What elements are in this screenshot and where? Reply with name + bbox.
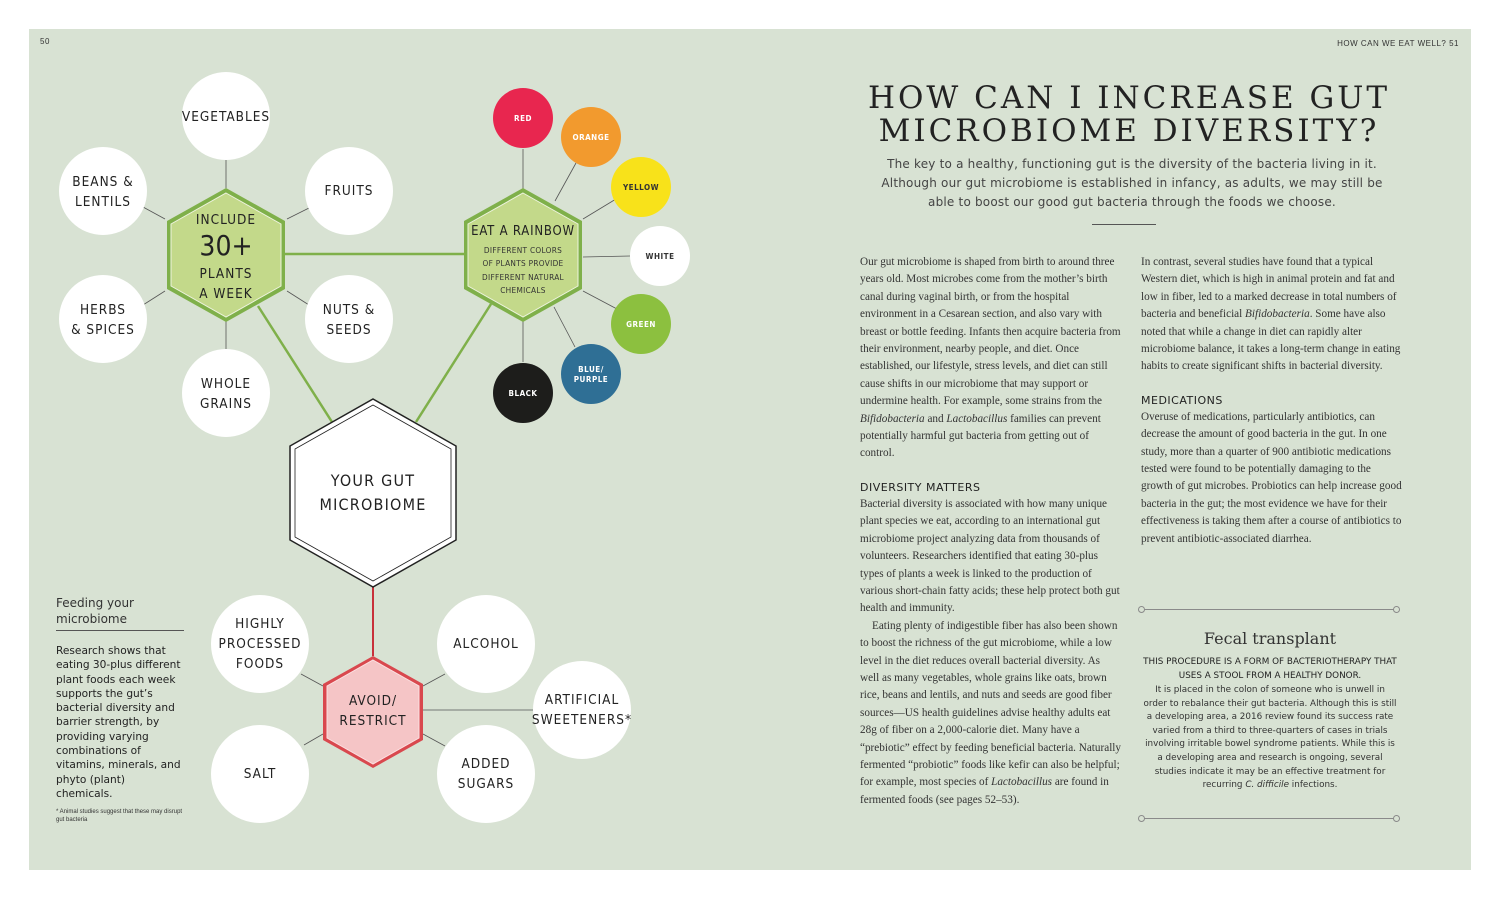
box-bottom-rule xyxy=(1141,818,1399,819)
color-label-blue: BLUE/ xyxy=(578,365,604,374)
col1-paragraph-3 xyxy=(860,618,1122,809)
avoid-label: ALCOHOL xyxy=(453,636,519,652)
heading-medications: MEDICATIONS xyxy=(1141,393,1223,407)
connector-nuts xyxy=(287,291,309,305)
sweeteners-footnote: * Animal studies suggest that these may disrupt gut bacteria xyxy=(56,809,183,823)
rainbow-hub-line2: OF PLANTS PROVIDE xyxy=(482,258,564,268)
text-run: In contrast, several studies have found that a typical Western diet, which is high in animal protein and fat and low in fiber, led to a marked decrease in total numbers of bacteria and beneficial xyxy=(1141,256,1397,321)
connector-alcohol xyxy=(423,674,445,686)
plant-circle-herbs-spices xyxy=(59,275,147,363)
col1-paragraph-1 xyxy=(860,254,1122,463)
avoid-circle-artificial-sweeteners xyxy=(532,661,632,759)
plant-circle-beans-lentils xyxy=(59,147,147,235)
color-label-red: RED xyxy=(514,114,532,123)
text-run: It is placed in the colon of someone who is unwell in order to rebalance their gut bacteria. Although this is still a developing area, a 2016 review found its success rate varied from a third to three-quarters of cases in trials involving irritable bowel syndrome patients. While this is a developing area and research is ongoing, several studies indicate it may be an effective treatment for recurring xyxy=(1143,685,1397,791)
italic-run: Bifidobacteria xyxy=(860,412,925,425)
avoid-circle-highly-processed-foods xyxy=(211,595,309,693)
sidebar-body: Research shows that eating 30-plus different plant foods each week supports the gut’s bacterial diversity and barrier strength, by providing varying combinations of vitamins, minerals, and phyto (plant) chemicals. xyxy=(56,645,181,800)
connector-rainbow-center xyxy=(416,304,491,422)
connector-salt xyxy=(304,734,323,745)
plant-circle-vegetables xyxy=(182,72,270,160)
plants-hub-number: 30+ xyxy=(199,229,253,262)
plant-circle-nuts-seeds xyxy=(305,275,393,363)
avoid-circle-alcohol xyxy=(437,595,535,693)
plants-hub-hexagon xyxy=(167,188,285,322)
left-page-number: 50 xyxy=(40,37,50,46)
avoid-label: FOODS xyxy=(235,656,285,672)
avoid-hub-hexagon xyxy=(323,656,423,768)
avoid-label: ADDED xyxy=(461,756,511,772)
avoid-circle-added-sugars xyxy=(437,725,535,823)
book-spread xyxy=(29,29,1471,870)
rainbow-hub-line1: DIFFERENT COLORS xyxy=(483,245,563,255)
avoid-hub-line2: RESTRICT xyxy=(339,713,407,729)
center-hexagon-your-gut-microbiome xyxy=(290,399,456,587)
center-line2: MICROBIOME xyxy=(319,495,427,514)
connector-white xyxy=(583,256,630,257)
italic-run: Lactobacillus xyxy=(991,776,1053,789)
sidebar-rule xyxy=(56,630,184,631)
avoid-label: PROCESSED xyxy=(218,636,302,652)
col1-paragraph-2: Bacterial diversity is associated with how many unique plant species we eat, according to an international gut microbiome project analyzing data from thousands of volunteers. Researchers identified that eating 30-plus types of plants a week is linked to the production of various short-chain fatty acids; these help protect both gut health and immunity. xyxy=(860,497,1120,615)
article-column-2 xyxy=(1141,254,1403,548)
text-run: . Some have also noted that while a change in diet can rapidly alter microbiome balance, it takes a long-term change in eating habits to create significant shifts in bacterial diversity. xyxy=(1141,308,1401,373)
avoid-label: SWEETENERS* xyxy=(531,712,633,728)
color-label-yellow: YELLOW xyxy=(622,183,660,192)
standfirst: The key to a healthy, functioning gut is the diversity of the bacteria living in it. Although our gut microbiome is established in infancy, as adults, we may still be able to boost our good gut bacteria through the foods we choose. xyxy=(881,157,1383,209)
color-label-white: WHITE xyxy=(645,252,675,261)
avoid-hub-line1: AVOID/ xyxy=(348,693,398,709)
plant-label: LENTILS xyxy=(75,194,131,210)
running-header xyxy=(1337,39,1459,48)
plant-label: WHOLE xyxy=(200,376,252,392)
col2-paragraph-1 xyxy=(1141,254,1403,376)
italic-run: Lactobacillus xyxy=(946,412,1008,425)
avoid-label: SUGARS xyxy=(457,776,515,792)
box-top-rule xyxy=(1141,609,1399,610)
page-title-line2: MICROBIOME DIVERSITY? xyxy=(878,113,1380,149)
connector-sugars xyxy=(423,734,445,746)
text-run: are found in fermented foods (see pages 52–53). xyxy=(860,776,1109,806)
plant-label: HERBS xyxy=(79,302,127,318)
text-run: Eating plenty of indigestible fiber has also been shown to boost the richness of the gut microbiome, while a low level in the diet reduces overall bacterial diversity. As well as many vegetables, whole grains like oats, brown rice, beans and lentils, and nuts and seeds are good fiber sources—US health guidelines advise healthy adults eat 28g of fiber on a 2,000-calorie diet. Many have a “prebiotic” effect by feeding beneficial bacteria. Naturally fermented “probiotic” foods like kefir can also be helpful; for example, most species of xyxy=(860,619,1122,789)
connector-yellow xyxy=(583,199,616,219)
plant-label: BEANS & xyxy=(72,174,134,190)
plants-hub-line2: PLANTS xyxy=(199,266,253,282)
connector-orange xyxy=(555,163,576,201)
color-circle-blue-purple xyxy=(561,344,621,404)
avoid-circle-salt xyxy=(211,725,309,823)
box-rule-end xyxy=(1393,606,1400,613)
plant-label: FRUITS xyxy=(324,183,374,199)
plants-hub-line1: INCLUDE xyxy=(195,212,257,228)
rainbow-hub-line4: CHEMICALS xyxy=(500,285,546,295)
color-label-black: BLACK xyxy=(508,389,538,398)
col2-paragraph-2: Overuse of medications, particularly antibiotics, can decrease the amount of good bacteria in the gut. In one study, more than a quarter of 900 antibiotic medications tested were found to be potentially damaging to the growth of gut microbes. Probiotics can help increase good bacteria in the gut; the most evidence we have for their effectiveness is taking them after a course of antibiotics to prevent antibiotic-associated diarrhea. xyxy=(1141,410,1402,545)
text-run: families can prevent potentially harmful gut bacteria from getting out of control. xyxy=(860,412,1101,460)
plant-label: & SPICES xyxy=(71,322,135,338)
standfirst-rule xyxy=(1092,224,1156,225)
connector-processed xyxy=(301,674,323,686)
color-label-orange: ORANGE xyxy=(572,133,610,142)
rainbow-hub-title: EAT A RAINBOW xyxy=(471,224,575,239)
color-label-purple: PURPLE xyxy=(573,375,609,384)
connector-blue xyxy=(554,307,575,347)
fecal-transplant-title: Fecal transplant xyxy=(1203,629,1337,648)
italic-run: Bifidobacteria xyxy=(1245,308,1310,321)
connector-fruits xyxy=(287,207,311,219)
box-rule-end xyxy=(1138,606,1145,613)
page-title xyxy=(849,82,1409,148)
heading-diversity-matters: DIVERSITY MATTERS xyxy=(860,480,981,494)
text-run: and xyxy=(924,412,947,425)
plant-circle-fruits xyxy=(305,147,393,235)
running-header-title: HOW CAN WE EAT WELL? xyxy=(1337,39,1447,48)
connector-green xyxy=(583,291,617,309)
connector-beans xyxy=(143,207,165,219)
text-run: infections. xyxy=(1289,780,1338,791)
avoid-label: ARTIFICIAL xyxy=(544,692,620,708)
plant-label: NUTS & xyxy=(322,302,376,318)
box-rule-end xyxy=(1393,815,1400,822)
plant-label: SEEDS xyxy=(326,322,372,338)
plant-circle-whole-grains xyxy=(182,349,270,437)
plant-label: GRAINS xyxy=(200,396,252,412)
rainbow-hub-line3: DIFFERENT NATURAL xyxy=(482,272,564,282)
right-page-number: 51 xyxy=(1449,39,1459,48)
plant-label: VEGETABLES xyxy=(181,109,271,125)
avoid-label: HIGHLY xyxy=(235,616,285,632)
rainbow-hub-hexagon xyxy=(464,188,582,322)
fecal-transplant-lead: THIS PROCEDURE IS A FORM OF BACTERIOTHERAPY THAT USES A STOOL FROM A HEALTHY DONOR. xyxy=(1143,657,1397,681)
center-line1: YOUR GUT xyxy=(330,471,416,490)
avoid-label: SALT xyxy=(243,766,277,782)
box-rule-end xyxy=(1138,815,1145,822)
article-column-1 xyxy=(860,254,1122,809)
color-label-green: GREEN xyxy=(626,320,656,329)
fecal-transplant-body xyxy=(1142,684,1398,793)
connector-herbs xyxy=(143,291,165,305)
sidebar-title: Feeding your microbiome xyxy=(56,596,134,626)
plants-hub-line3: A WEEK xyxy=(199,286,253,302)
page-title-line1: HOW CAN I INCREASE GUT xyxy=(867,80,1391,116)
text-run: Our gut microbiome is shaped from birth to around three years old. Most microbes come from the mother’s birth canal during vaginal birth, or from the hospital environment in a Cesarean section, and also vary with breast or bottle feeding. Infants then acquire bacteria from their environment, nearby people, and diet. Once established, our lifestyle, stress levels, and diet can still cause shifts in our microbiome that may support or undermine health. For example, some strains from the xyxy=(860,256,1121,408)
italic-run: C. difficile xyxy=(1245,780,1290,791)
